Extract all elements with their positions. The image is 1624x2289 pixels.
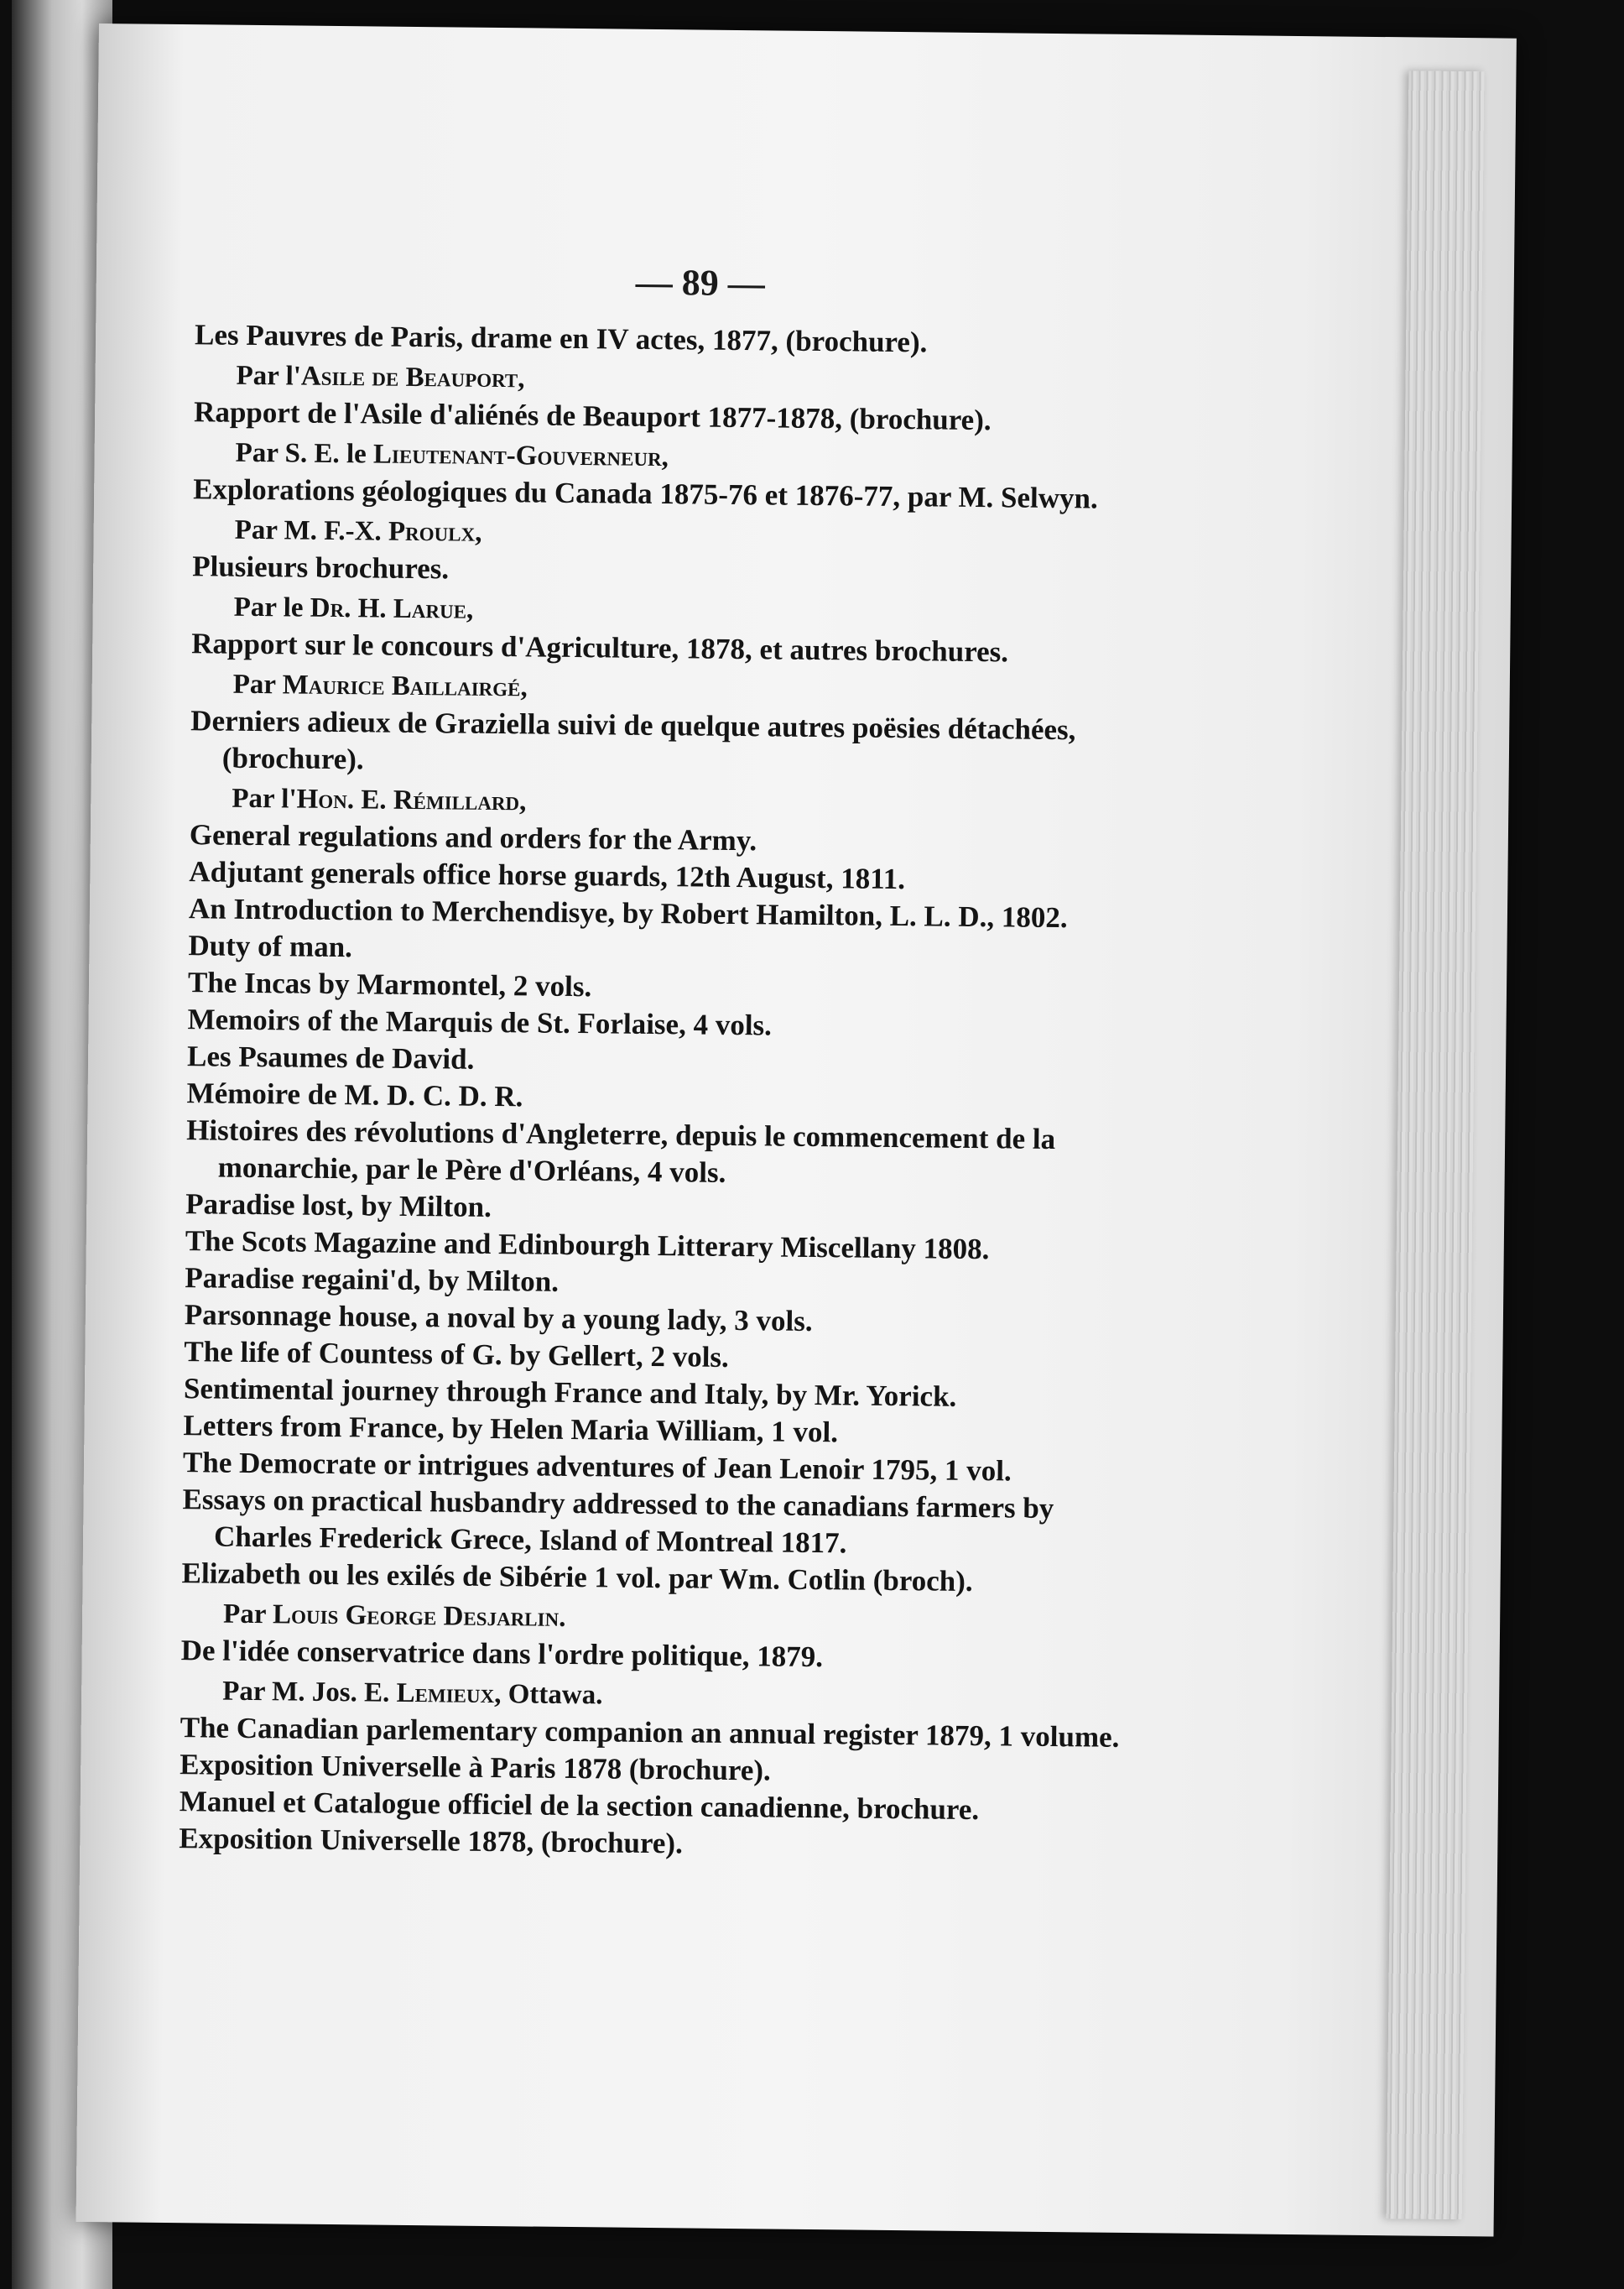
catalogue-entry: Rapport sur le concours d'Agriculture, 1878, et autres brochures. (191, 627, 1009, 669)
catalogue-entry: Adjutant generals office horse guards, 12th August, 1811. (189, 855, 906, 896)
donor-prefix: Par (232, 669, 283, 701)
catalogue-entry: The Incas by Marmontel, 2 vols. (187, 966, 592, 1004)
catalogue-entry: Letters from France, by Helen Maria William, 1 vol. (183, 1409, 839, 1449)
donor-prefix: Par l' (236, 360, 302, 392)
donor-name: Asile de Beauport, (300, 361, 525, 394)
page-number: — 89 — (635, 261, 766, 305)
donor-name: Lemieux, (396, 1677, 502, 1710)
donor-prefix: Par M. Jos. E. (222, 1676, 397, 1708)
catalogue-entry: Les Psaumes de David. (186, 1040, 475, 1076)
donor-name: Louis George Desjarlin. (272, 1599, 566, 1633)
donor-prefix: Par l' (232, 783, 297, 815)
catalogue-entry: De l'idée conservatrice dans l'ordre politique, 1879. (180, 1634, 824, 1674)
donor-prefix: Par M. F.-X. (234, 514, 389, 547)
catalogue-entry: General regulations and orders for the Army. (189, 818, 757, 858)
catalogue-entry: Sentimental journey through France and Italy, by Mr. Yorick. (183, 1372, 957, 1413)
catalogue-entry: Manuel et Catalogue officiel de la section canadienne, brochure. (179, 1785, 980, 1827)
catalogue-entry: Essays on practical husbandry addressed to the canadians farmers by Charles Frederick Grece, Island of Montreal 1817. (182, 1483, 1054, 1560)
donor-name: Hon. E. Rémillard, (296, 784, 527, 817)
catalogue-entry: Explorations géologiques du Canada 1875-76 et 1876-77, par M. Selwyn. (192, 472, 1098, 515)
catalogue-entry: Les Pauvres de Paris, drame en IV actes, 1877, (brochure). (194, 318, 928, 359)
catalogue-entry: Parsonnage house, a noval by a young lady, 3 vols. (184, 1298, 813, 1337)
catalogue-entry: Exposition Universelle à Paris 1878 (brochure). (180, 1748, 771, 1787)
donor-prefix: Par (222, 1598, 273, 1630)
book-page (76, 23, 1517, 2237)
donor-prefix: Par le (233, 592, 310, 623)
catalogue-entry: Elizabeth ou les exilés de Sibérie 1 vol. par Wm. Cotlin (broch). (181, 1556, 973, 1598)
catalogue-entry: Exposition Universelle 1878, (brochure). (179, 1822, 684, 1860)
catalogue-entry: Paradise lost, by Milton. (185, 1187, 492, 1223)
catalogue-entry: Paradise regaini'd, by Milton. (185, 1261, 560, 1298)
catalogue-entry: Rapport de l'Asile d'aliénés de Beauport 1877-1878, (brochure). (193, 395, 992, 437)
catalogue-entry: The Canadian parlementary companion an annual register 1879, 1 volume. (180, 1711, 1120, 1754)
catalogue-entry: Mémoire de M. D. C. D. R. (186, 1077, 523, 1113)
donor-name: Lieutenant-Gouverneur, (372, 439, 669, 473)
donor-name: Proulx, (388, 516, 482, 548)
catalogue-entry: An Introduction to Merchendisye, by Robert Hamilton, L. L. D., 1802. (188, 892, 1068, 935)
catalogue-entry: Derniers adieux de Graziella suivi de quelque autres poësies détachées, (brochure). (190, 704, 1076, 776)
catalogue-entry: Memoirs of the Marquis de St. Forlaise, 4 vols. (187, 1003, 773, 1042)
catalogue-entry: Plusieurs brochures. (192, 550, 450, 586)
catalogue-entry: The Scots Magazine and Edinbourgh Litterary Miscellany 1808. (185, 1224, 990, 1266)
catalogue-entry: Histoires des révolutions d'Angleterre, depuis le commencement de la monarchie, par le Père d'Orléans, 4 vols. (185, 1113, 1056, 1189)
donor-prefix: Par S. E. le (235, 437, 374, 470)
catalogue-list (179, 316, 1134, 1867)
catalogue-entry: The life of Countess of G. by Gellert, 2 vols. (184, 1335, 730, 1374)
catalogue-entry: Duty of man. (188, 929, 353, 964)
catalogue-entry: The Democrate or intrigues adventures of Jean Lenoir 1795, 1 vol. (182, 1446, 1012, 1488)
donor-name: Dr. H. Larue, (310, 592, 474, 625)
donor-suffix: Ottawa. (501, 1679, 603, 1711)
donor-name: Maurice Baillairgé, (282, 670, 528, 703)
page-stack-edge (1387, 70, 1485, 2219)
